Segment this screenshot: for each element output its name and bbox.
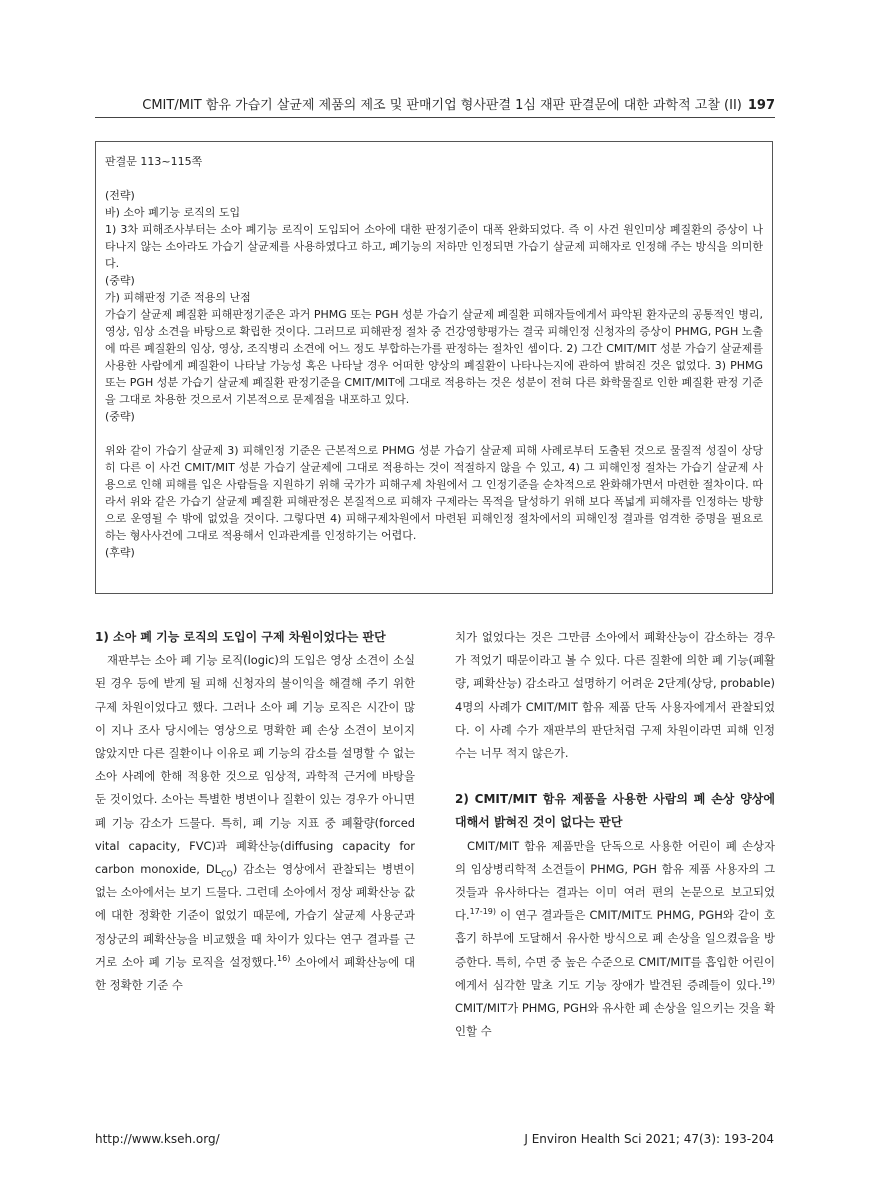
text-run: CMIT/MIT가 PHMG, PGH와 유사한 폐 손상을 일으키는 것을 확인할 수 [455,1001,775,1039]
body-paragraph [455,835,775,1044]
citation-ref: 16) [277,954,291,964]
spacer [455,765,775,788]
header-divider [95,117,775,118]
text-run: 재판부는 소아 폐 기능 로직(logic)의 도입은 영상 소견이 소실된 경우 등에 받게 될 피해 신청자의 불이익을 해결해 주기 위한 구제 차원이었다고 했다. 그러나 소아 폐 기능 로직은 시간이 많이 지나 조사 당시에는 영상으로 명확한 폐 손상 소견이 보이지 않았지만 다른 질환이나 이유로 폐 기능의 감소를 설명할 수 없는 소아 사례에 한해 적용한 것으로 임상적, 과학적 근거에 바탕을 둔 것이었다. 소아는 특별한 병변이나 질환이 있는 경우가 아니면 폐 기능 감소가 드물다. 특히, 폐 기능 지표 중 폐활량(forced vital capacity, FVC)과 폐확산능(diffusing capacity for carbon monoxide, DL [95,653,415,877]
citation-ref: 17-19) [469,907,496,917]
section-heading: 2) CMIT/MIT 함유 제품을 사용한 사람의 폐 손상 양상에 대해서 밝혀진 것이 없다는 판단 [455,792,775,830]
quote-heading: 바) 소아 폐기능 로직의 도입 [105,206,241,219]
body-paragraph [95,649,415,997]
spacer [105,170,763,187]
text-run: 소아에서 폐확산능에 대한 정확한 기준 수 [95,954,415,993]
running-header [95,94,775,113]
quote-omission: (중략) [105,274,135,287]
left-column [95,626,415,997]
section-heading: 1) 소아 폐 기능 로직의 도입이 구제 차원이었다는 판단 [95,630,386,644]
running-title: CMIT/MIT 함유 가습기 살균제 제품의 제조 및 판매기업 형사판결 1심 재판 판결문에 대한 과학적 고찰 (II) [142,98,742,113]
text-run: 이 연구 결과들은 CMIT/MIT도 PHMG, PGH와 같이 호흡기 하부에 도달해서 유사한 방식으로 폐 손상을 일으켰음을 방증한다. 특히, 수면 중 높은 수준으로 CMIT/MIT를 흡입한 어린이에게서 심각한 말초 기도 기능 장애가 발견된 증례들이 있다. [455,908,775,992]
quote-omission: (후략) [105,546,135,559]
page-number: 197 [747,98,775,113]
journal-citation: J Environ Health Sci 2021; 47(3): 193-204 [524,1132,774,1146]
quote-paragraph: 위와 같이 가습기 살균제 3) 피해인정 기준은 근본적으로 PHMG 성분 가습기 살균제 피해 사례로부터 도출된 것으로 물질적 성질이 상당히 다른 이 사건 CMIT/MIT 성분 가습기 살균제에 그대로 적용하는 것이 적절하지 않을 수 있고, 4) 그 피해인정 절차는 가습기 살균제 사용으로 인해 피해를 입은 사람들을 지원하기 위해 국가가 피해구제 차원에서 그 인정기준을 순차적으로 완화해가면서 마련한 절차이다. 따라서 위와 같은 가습기 살균제 폐질환 피해판정은 본질적으로 피해자 구제라는 목적을 달성하기 위해 보다 폭넓게 피해자를 인정하는 방향으로 운영될 수 밖에 없었을 것이다. 그렇다면 4) 피해구제차원에서 마련된 피해인정 절차에서의 피해인정 결과를 엄격한 증명을 필요로 하는 형사사건에 그대로 적용해서 인과관계를 인정하기는 어렵다. [105,444,763,542]
spacer [105,425,763,442]
quote-omission: (중략) [105,410,135,423]
quote-omission: (전략) [105,189,135,202]
quote-paragraph: 가습기 살균제 폐질환 피해판정기준은 과거 PHMG 또는 PGH 성분 가습기 살균제 폐질환 피해자들에게서 파악된 환자군의 공통적인 병리, 영상, 임상 소견을 바탕으로 확립한 것이다. 그러므로 피해판정 절차 중 건강영향평가는 결국 피해인정 신청자의 증상이 PHMG, PGH 노출에 따른 폐질환의 임상, 영상, 조직병리 소견에 어느 정도 부합하는가를 판정하는 절차인 셈이다. 2) 그간 CMIT/MIT 성분 가습기 살균제를 사용한 사람에게 폐질환이 나타날 가능성 혹은 나타날 경우 어떠한 양상의 폐질환이 나타나는지에 관하여 밝혀진 것은 없었다. 3) PHMG 또는 PGH 성분 가습기 살균제 폐질환 판정기준을 CMIT/MIT에 그대로 적용하는 것은 성분이 전혀 다른 화학물질로 인한 폐질환 판정 기준을 그대로 차용한 것으로서 기본적으로 문제점을 내포하고 있다. [105,308,763,406]
journal-url[interactable]: http://www.kseh.org/ [95,1132,220,1146]
text-run: ) 감소는 영상에서 관찰되는 병변이 없는 소아에서는 보기 드물다. 그런데 소아에서 정상 폐확산능 값에 대한 정확한 기준이 없었기 때문에, 가습기 살균제 사용군과 정상군의 폐확산능을 비교했을 때 차이가 있다는 연구 결과를 근거로 소아 폐 기능 로직을 설정했다. [95,862,416,969]
text-run: CMIT/MIT 함유 제품만을 단독으로 사용한 어린이 폐 손상자의 임상병리학적 소견들이 PHMG, PGH 함유 제품 사용자의 그것들과 유사하다는 결과는 이미 여러 편의 논문으로 보고되었다. [455,838,775,923]
subscript: CO [220,869,233,879]
verdict-quote-box [95,141,773,594]
quote-heading: 가) 피해판정 기준 적용의 난점 [105,291,251,304]
body-paragraph: 치가 없었다는 것은 그만큼 소아에서 폐확산능이 감소하는 경우가 적었기 때문이라고 볼 수 있다. 다른 질환에 의한 폐 기능(폐활량, 폐확산능) 감소라고 설명하기 어려운 2단계(상당, probable) 4명의 사례가 CMIT/MIT 함유 제품 단독 사용자에게서 관찰되었다. 이 사례 수가 재판부의 판단처럼 구제 차원이라면 피해 인정 수는 너무 적지 않은가. [455,630,775,761]
citation-ref: 19) [761,977,775,987]
quote-paragraph: 1) 3차 피해조사부터는 소아 폐기능 로직이 도입되어 소아에 대한 판정기준이 대폭 완화되었다. 즉 이 사건 원인미상 폐질환의 증상이 나타나지 않는 소아라도 가습기 살균제를 사용하였다고 하고, 폐기능의 저하만 인정되면 가습기 살균제 피해자로 인정해 주는 방식을 의미한다. [105,223,763,270]
quote-reference: 판결문 113~115쪽 [105,155,203,168]
right-column [455,626,775,1043]
